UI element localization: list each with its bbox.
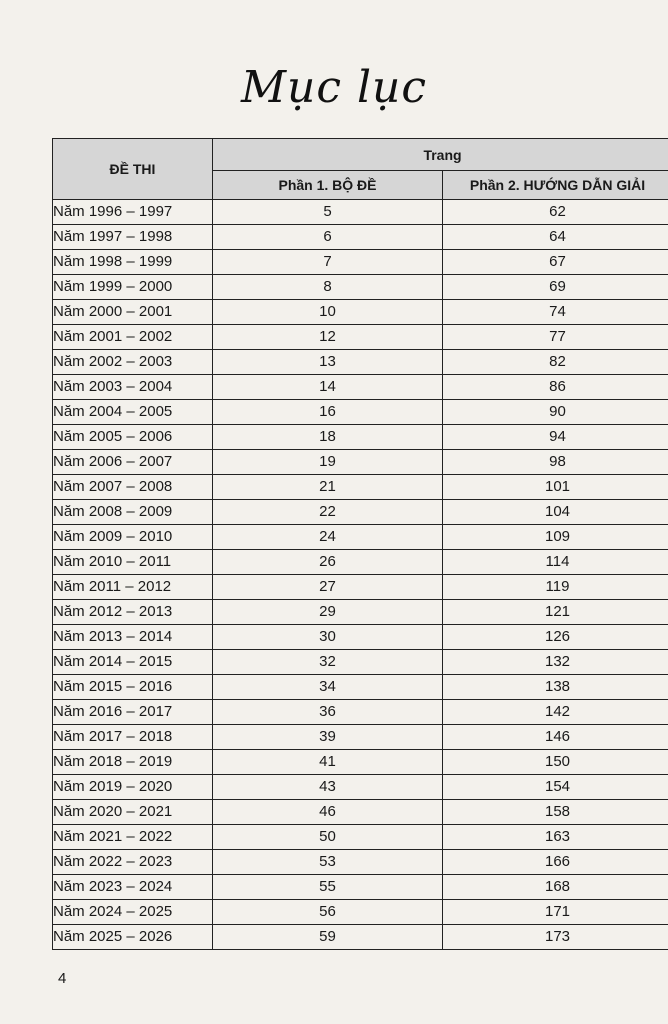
- part2-page-cell: 173: [443, 925, 668, 950]
- table-row: [53, 550, 668, 575]
- year-cell: Năm 2021 – 2022: [53, 825, 213, 850]
- table-row: [53, 625, 668, 650]
- part2-page-cell: 138: [443, 675, 668, 700]
- year-cell: Năm 1999 – 2000: [53, 275, 213, 300]
- part2-page-cell: 62: [443, 200, 668, 225]
- year-cell: Năm 2017 – 2018: [53, 725, 213, 750]
- table-row: [53, 850, 668, 875]
- year-cell: Năm 2005 – 2006: [53, 425, 213, 450]
- exam-header: ĐỀ THI: [53, 139, 213, 200]
- year-cell: Năm 2007 – 2008: [53, 475, 213, 500]
- table-row: [53, 925, 668, 950]
- part2-page-cell: 109: [443, 525, 668, 550]
- table-row: [53, 800, 668, 825]
- part1-page-cell: 10: [213, 300, 443, 325]
- part2-page-cell: 158: [443, 800, 668, 825]
- table-row: [53, 300, 668, 325]
- part1-page-cell: 53: [213, 850, 443, 875]
- table-row: [53, 525, 668, 550]
- trang-header: Trang: [213, 139, 668, 171]
- table-row: [53, 425, 668, 450]
- part2-page-cell: 154: [443, 775, 668, 800]
- part2-page-cell: 142: [443, 700, 668, 725]
- part1-page-cell: 55: [213, 875, 443, 900]
- part2-page-cell: 171: [443, 900, 668, 925]
- year-cell: Năm 2022 – 2023: [53, 850, 213, 875]
- part1-page-cell: 21: [213, 475, 443, 500]
- part2-page-cell: 114: [443, 550, 668, 575]
- year-cell: Năm 2001 – 2002: [53, 325, 213, 350]
- part1-page-cell: 22: [213, 500, 443, 525]
- part1-page-cell: 59: [213, 925, 443, 950]
- part2-header: Phần 2. HƯỚNG DẪN GIẢI: [443, 171, 668, 200]
- page-number: 4: [58, 970, 67, 987]
- year-cell: Năm 1998 – 1999: [53, 250, 213, 275]
- part2-page-cell: 101: [443, 475, 668, 500]
- part1-page-cell: 39: [213, 725, 443, 750]
- table-row: [53, 700, 668, 725]
- part1-page-cell: 8: [213, 275, 443, 300]
- part1-page-cell: 30: [213, 625, 443, 650]
- part2-page-cell: 74: [443, 300, 668, 325]
- page-title: Mục lục: [240, 62, 428, 113]
- year-cell: Năm 2018 – 2019: [53, 750, 213, 775]
- year-cell: Năm 2011 – 2012: [53, 575, 213, 600]
- part2-page-cell: 77: [443, 325, 668, 350]
- year-cell: Năm 2020 – 2021: [53, 800, 213, 825]
- part1-header: Phần 1. BỘ ĐỀ: [213, 171, 443, 200]
- part2-page-cell: 67: [443, 250, 668, 275]
- part2-page-cell: 132: [443, 650, 668, 675]
- table-row: [53, 825, 668, 850]
- part1-page-cell: 14: [213, 375, 443, 400]
- year-cell: Năm 2002 – 2003: [53, 350, 213, 375]
- part1-page-cell: 5: [213, 200, 443, 225]
- year-cell: Năm 2003 – 2004: [53, 375, 213, 400]
- table-row: [53, 400, 668, 425]
- table-row: [53, 350, 668, 375]
- table-row: [53, 325, 668, 350]
- toc-body: [53, 200, 668, 950]
- table-row: [53, 225, 668, 250]
- year-cell: Năm 1997 – 1998: [53, 225, 213, 250]
- table-row: [53, 250, 668, 275]
- part1-page-cell: 13: [213, 350, 443, 375]
- toc-table: [52, 138, 668, 950]
- part2-page-cell: 94: [443, 425, 668, 450]
- part1-page-cell: 34: [213, 675, 443, 700]
- table-row: [53, 475, 668, 500]
- part2-page-cell: 69: [443, 275, 668, 300]
- part2-page-cell: 168: [443, 875, 668, 900]
- part1-page-cell: 19: [213, 450, 443, 475]
- year-cell: Năm 2010 – 2011: [53, 550, 213, 575]
- part2-page-cell: 163: [443, 825, 668, 850]
- part2-page-cell: 64: [443, 225, 668, 250]
- table-row: [53, 675, 668, 700]
- part1-page-cell: 50: [213, 825, 443, 850]
- part1-page-cell: 56: [213, 900, 443, 925]
- year-cell: Năm 2006 – 2007: [53, 450, 213, 475]
- part2-page-cell: 121: [443, 600, 668, 625]
- year-cell: Năm 1996 – 1997: [53, 200, 213, 225]
- part2-page-cell: 86: [443, 375, 668, 400]
- part2-page-cell: 150: [443, 750, 668, 775]
- part1-page-cell: 29: [213, 600, 443, 625]
- year-cell: Năm 2014 – 2015: [53, 650, 213, 675]
- year-cell: Năm 2012 – 2013: [53, 600, 213, 625]
- table-row: [53, 725, 668, 750]
- table-row: [53, 275, 668, 300]
- table-row: [53, 875, 668, 900]
- year-cell: Năm 2023 – 2024: [53, 875, 213, 900]
- year-cell: Năm 2015 – 2016: [53, 675, 213, 700]
- part2-page-cell: 166: [443, 850, 668, 875]
- year-cell: Năm 2008 – 2009: [53, 500, 213, 525]
- part2-page-cell: 119: [443, 575, 668, 600]
- part2-page-cell: 98: [443, 450, 668, 475]
- part1-page-cell: 24: [213, 525, 443, 550]
- part2-page-cell: 104: [443, 500, 668, 525]
- table-row: [53, 750, 668, 775]
- year-cell: Năm 2016 – 2017: [53, 700, 213, 725]
- table-row: [53, 450, 668, 475]
- part2-page-cell: 90: [443, 400, 668, 425]
- part1-page-cell: 18: [213, 425, 443, 450]
- part1-page-cell: 46: [213, 800, 443, 825]
- year-cell: Năm 2024 – 2025: [53, 900, 213, 925]
- part1-page-cell: 36: [213, 700, 443, 725]
- table-row: [53, 650, 668, 675]
- part1-page-cell: 32: [213, 650, 443, 675]
- part1-page-cell: 41: [213, 750, 443, 775]
- year-cell: Năm 2019 – 2020: [53, 775, 213, 800]
- table-row: [53, 375, 668, 400]
- part1-page-cell: 16: [213, 400, 443, 425]
- year-cell: Năm 2013 – 2014: [53, 625, 213, 650]
- part2-page-cell: 146: [443, 725, 668, 750]
- part1-page-cell: 27: [213, 575, 443, 600]
- part1-page-cell: 26: [213, 550, 443, 575]
- year-cell: Năm 2025 – 2026: [53, 925, 213, 950]
- table-row: [53, 775, 668, 800]
- year-cell: Năm 2004 – 2005: [53, 400, 213, 425]
- part1-page-cell: 6: [213, 225, 443, 250]
- table-row: [53, 575, 668, 600]
- table-row: [53, 500, 668, 525]
- part1-page-cell: 7: [213, 250, 443, 275]
- year-cell: Năm 2000 – 2001: [53, 300, 213, 325]
- part2-page-cell: 82: [443, 350, 668, 375]
- part1-page-cell: 43: [213, 775, 443, 800]
- table-row: [53, 600, 668, 625]
- part1-page-cell: 12: [213, 325, 443, 350]
- part2-page-cell: 126: [443, 625, 668, 650]
- table-row: [53, 200, 668, 225]
- year-cell: Năm 2009 – 2010: [53, 525, 213, 550]
- table-row: [53, 900, 668, 925]
